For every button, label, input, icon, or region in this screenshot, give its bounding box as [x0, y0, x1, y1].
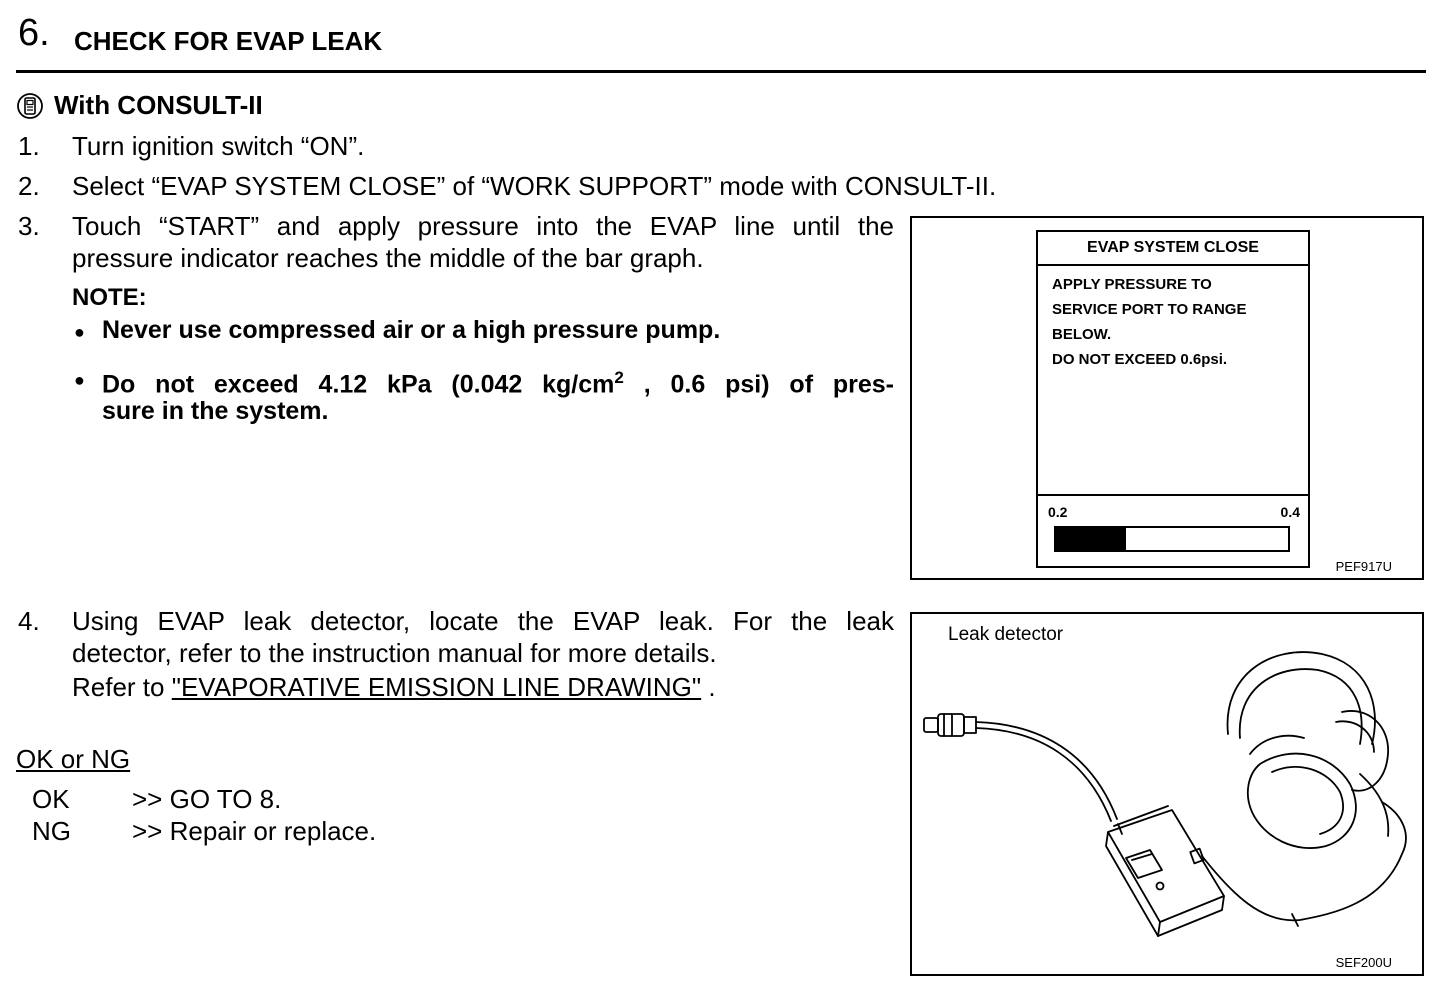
note-bullet-1: Never use compressed air or a high pressure pump.	[102, 316, 721, 344]
figure-consult-screen	[910, 216, 1424, 580]
refer-suffix: .	[708, 672, 716, 702]
result-ok-value: >> GO TO 8.	[132, 784, 282, 814]
screen-line-2: SERVICE PORT TO RANGE	[1052, 301, 1247, 318]
superscript: 2	[614, 368, 624, 387]
consult-tool-icon	[16, 92, 44, 120]
step-4-line-1: Using EVAP leak detector, locate the EVAP leak. For the leak	[72, 606, 894, 636]
figure-2-label: Leak detector	[948, 624, 1064, 645]
consult-label: With CONSULT-II	[54, 90, 263, 120]
consult-screen	[1036, 230, 1310, 568]
figure-leak-detector	[910, 612, 1424, 976]
note-label: NOTE:	[72, 284, 147, 311]
consult-heading	[16, 90, 263, 121]
result-ok-key: OK	[32, 784, 70, 814]
screen-line-3: BELOW.	[1052, 326, 1112, 343]
note-bullet-2-line-2: sure in the system.	[102, 397, 329, 425]
figure-1-id: PEF917U	[1335, 559, 1392, 574]
refer-prefix: Refer to	[72, 672, 165, 702]
screen-line-4: DO NOT EXCEED 0.6psi.	[1052, 351, 1228, 368]
step-4-line-2: detector, refer to the instruction manual for more details.	[72, 638, 717, 668]
figure-2-id: SEF200U	[1335, 955, 1392, 970]
page-title: CHECK FOR EVAP LEAK	[74, 26, 383, 56]
screen-title: EVAP SYSTEM CLOSE	[1038, 232, 1308, 266]
bullet-2-text-a: Do not exceed 4.12 kPa (0.042 kg/cm	[102, 370, 615, 399]
step-number: 6.	[18, 12, 50, 54]
step-2-text: Select “EVAP SYSTEM CLOSE” of “WORK SUPPORT” mode with CONSULT-II.	[72, 171, 997, 201]
pressure-bar-graph	[1054, 526, 1290, 552]
step-1-text: Turn ignition switch “ON”.	[72, 131, 365, 161]
bullet-icon: ●	[74, 322, 85, 342]
step-3-number: 3.	[18, 211, 40, 241]
bar-max-label: 0.4	[1280, 504, 1300, 520]
line-drawing-link[interactable]: "EVAPORATIVE EMISSION LINE DRAWING"	[171, 672, 702, 702]
step-4-number: 4.	[18, 606, 40, 636]
screen-line-1: APPLY PRESSURE TO	[1052, 276, 1212, 293]
result-ng-key: NG	[32, 816, 71, 846]
header-divider	[16, 70, 1426, 73]
bullet-2-text-b: , 0.6 psi) of pres-	[623, 370, 895, 399]
step-2-number: 2.	[18, 171, 40, 201]
step-3-line-1: Touch “START” and apply pressure into the EVAP line until the	[72, 211, 894, 241]
leak-detector-illustration	[912, 614, 1422, 974]
bullet-icon: ●	[74, 370, 85, 390]
result-heading: OK or NG	[16, 744, 131, 774]
step-4-refer	[72, 671, 716, 703]
pressure-bar-fill	[1056, 528, 1126, 550]
result-ng-value: >> Repair or replace.	[132, 816, 377, 846]
step-3-line-2: pressure indicator reaches the middle of the bar graph.	[72, 243, 704, 273]
step-1-number: 1.	[18, 131, 40, 161]
screen-divider	[1038, 494, 1308, 496]
bar-min-label: 0.2	[1048, 504, 1068, 520]
